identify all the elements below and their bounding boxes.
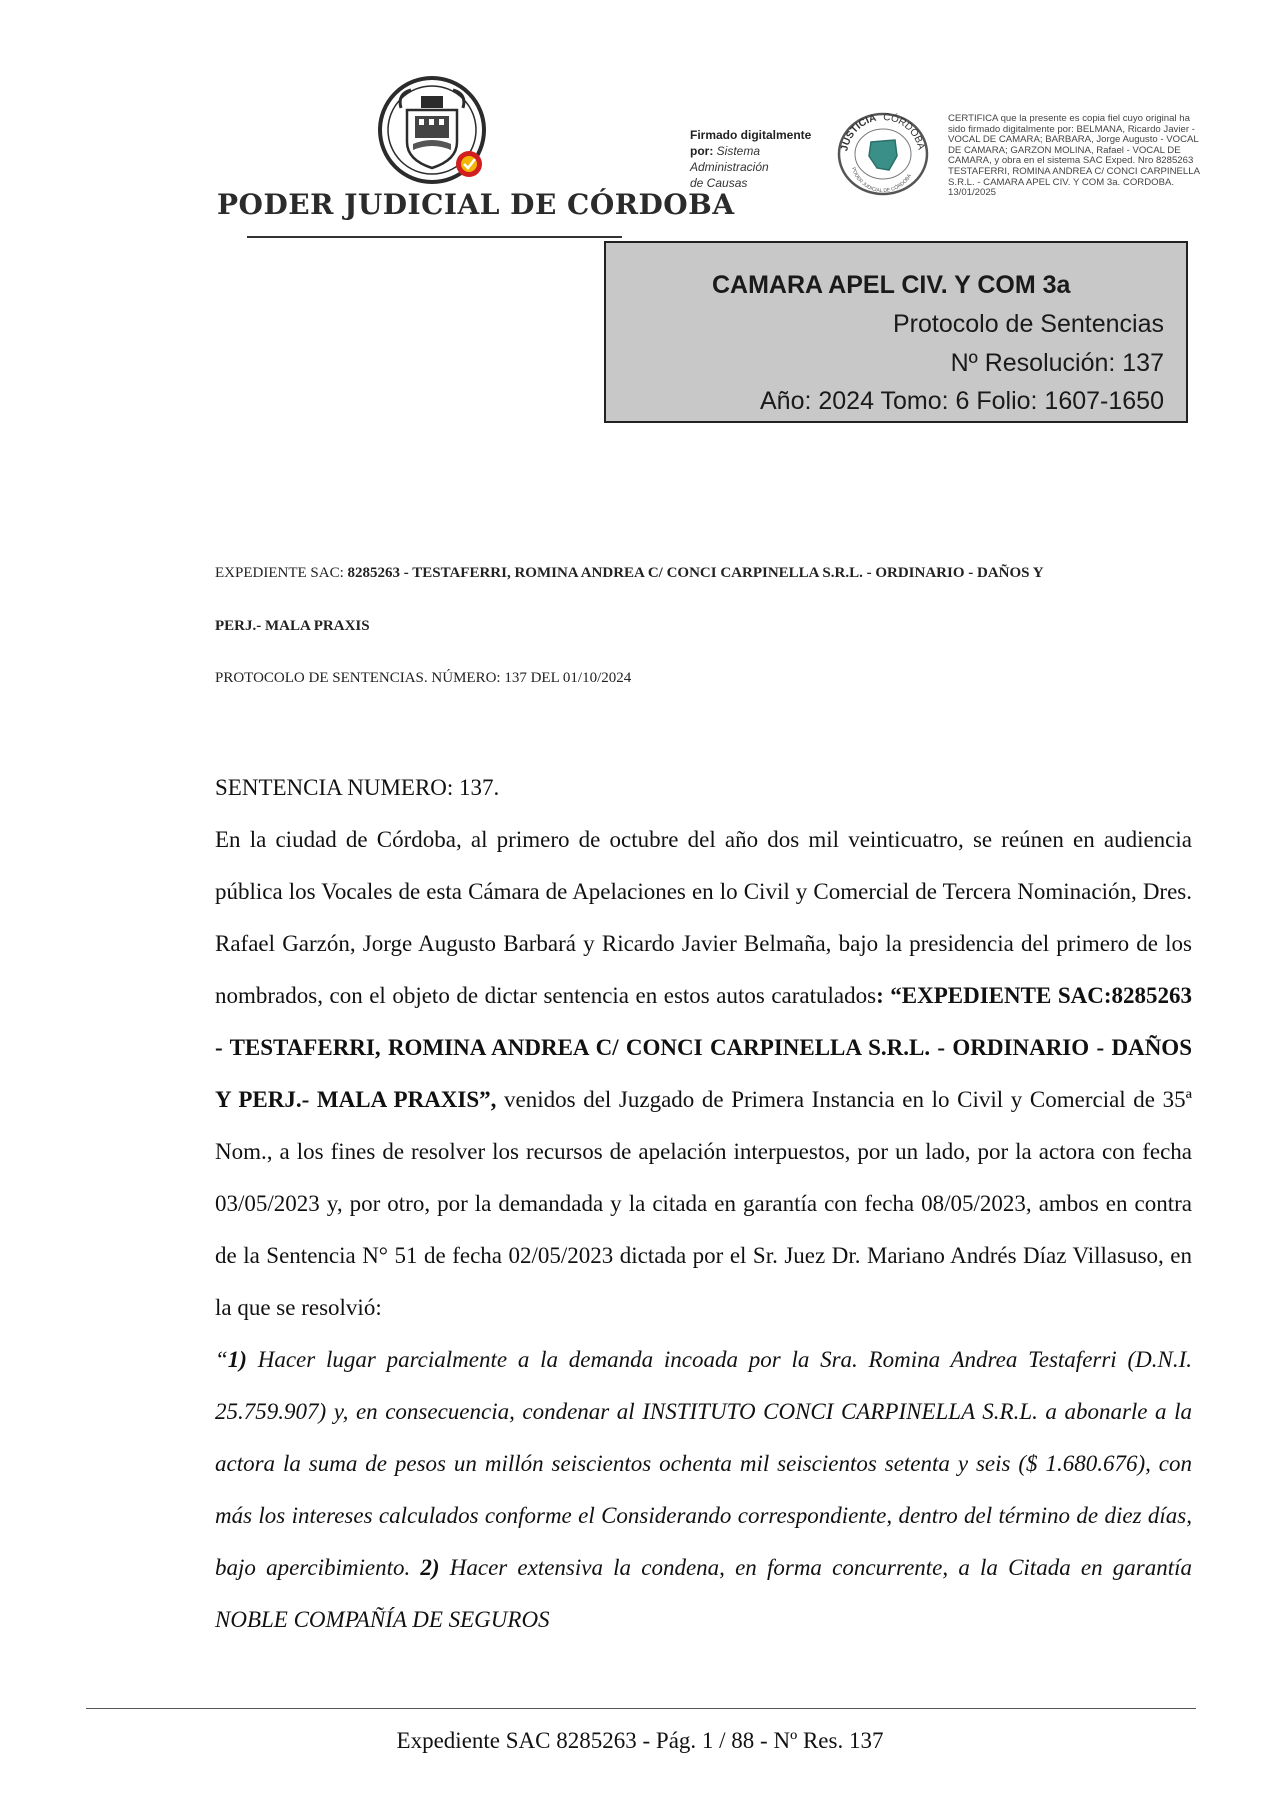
justicia-cordoba-seal-icon xyxy=(835,112,931,196)
case-title-2: PERJ.- MALA PRAXIS xyxy=(215,618,370,634)
page-footer: Expediente SAC 8285263 - Pág. 1 / 88 - Nº Res. 137 xyxy=(396,1728,884,1753)
signed-line-2: Administración xyxy=(690,160,769,174)
intro-rest: venidos del Juzgado de Primera Instancia en lo Civil y Comercial de 35ª Nom., a los fines de resolver los recursos de apelación interpuestos, por un lado, por la actora con fecha 03/05/2023 y, por otro, por la demandada y la citada en garantía con fecha 08/05/2023, ambos en contra de la Sentencia N° 51 de fecha 02/05/2023 dictada por el Sr. Juez Dr. Mariano Andrés Díaz Villasuso, en la que se resolvió: xyxy=(215,1087,1192,1320)
coat-of-arms-icon xyxy=(377,72,497,188)
intro-paragraph xyxy=(215,814,1192,1334)
organization-name: PODER JUDICIAL DE CÓRDOBA xyxy=(217,188,735,221)
case-title-line-2 xyxy=(215,618,370,635)
point-1-number: 1) xyxy=(227,1347,247,1372)
seal-word-text: CÓRDOBA xyxy=(882,112,927,151)
court-name: CAMARA APEL CIV. Y COM 3a xyxy=(712,271,1071,299)
sentence-number: SENTENCIA NUMERO: 137. xyxy=(215,775,500,800)
point-2-number: 2) xyxy=(420,1555,440,1580)
seal-bottom-text: PODER JUDICIAL DE CÓRDOBA xyxy=(850,166,913,195)
footer-rule xyxy=(86,1708,1196,1709)
protocol-line: PROTOCOLO DE SENTENCIAS. NÚMERO: 137 DEL 01/10/2024 xyxy=(215,670,632,686)
signed-line-3: de Causas xyxy=(690,176,748,190)
sentence-body xyxy=(215,762,1192,1646)
certification-text: CERTIFICA que la presente es copia fiel cuyo original ha sido firmado digitalmente por: BELMANA, Ricardo Javier - VOCAL DE CAMARA; BARBARA, Jorge Augusto - VOCAL DE CAMARA; GARZON MOLINA, Rafael - VOCAL DE CAMARA, y obra en el sistema SAC Exped. Nro 8285263 TESTAFERRI, ROMINA ANDREA C/ CONCI CARPINELLA S.R.L. - CAMARA APEL CIV. Y COM 3a. CORDOBA. 13/01/2025 xyxy=(948,113,1200,199)
point-1-text: Hacer lugar parcialmente a la demanda incoada por la Sra. Romina Andrea Testaferri (D.N.I. 25.759.907) y, en consecuencia, condenar al INSTITUTO CONCI CARPINELLA S.R.L. a abonarle a la actora la suma de pesos un millón seiscientos ochenta mil seiscientos setenta y seis ($ 1.680.676), con más los intereses calculados conforme el Considerando correspondiente, dentro del término de diez días, bajo apercibimiento. xyxy=(215,1347,1192,1580)
protocol-box xyxy=(604,241,1188,423)
quoted-resolution xyxy=(215,1334,1192,1646)
signed-title: Firmado digitalmente xyxy=(690,128,812,142)
case-title-line-1 xyxy=(215,565,1044,582)
resolution-number: Nº Resolución: 137 xyxy=(950,349,1164,377)
case-caption: : “EXPEDIENTE SAC:8285263 - TESTAFERRI, ROMINA ANDREA C/ CONCI CARPINELLA S.R.L. - ORDINARIO - DAÑOS Y PERJ.- MALA PRAXIS”, xyxy=(215,983,1192,1112)
logo-underline xyxy=(247,236,622,238)
signed-by: por: xyxy=(690,144,714,158)
seal-top-text: JUSTICIA xyxy=(839,112,878,153)
digital-signature-notice xyxy=(690,127,811,191)
case-title-1: 8285263 - TESTAFERRI, ROMINA ANDREA C/ CONCI CARPINELLA S.R.L. - ORDINARIO - DAÑOS Y xyxy=(347,565,1044,581)
quote-open: “ xyxy=(215,1347,228,1372)
signed-line-1: Sistema xyxy=(716,144,761,158)
case-label: EXPEDIENTE SAC: xyxy=(215,565,344,581)
year-tome-folio: Año: 2024 Tomo: 6 Folio: 1607-1650 xyxy=(760,387,1164,415)
intro-text: En la ciudad de Córdoba, al primero de octubre del año dos mil veinticuatro, se reúnen en audiencia pública los Vocales de esta Cámara de Apelaciones en lo Civil y Comercial de Tercera Nominación, Dres. Rafael Garzón, Jorge Augusto Barbará y Ricardo Javier Belmaña, bajo la presidencia del primero de los nombrados, con el objeto de dictar sentencia en estos autos caratulados xyxy=(215,827,1192,1008)
protocol-title: Protocolo de Sentencias xyxy=(892,310,1164,338)
point-2-text: Hacer extensiva la condena, en forma concurrente, a la Citada en garantía NOBLE COMPAÑÍA DE SEGUROS xyxy=(215,1555,1192,1632)
